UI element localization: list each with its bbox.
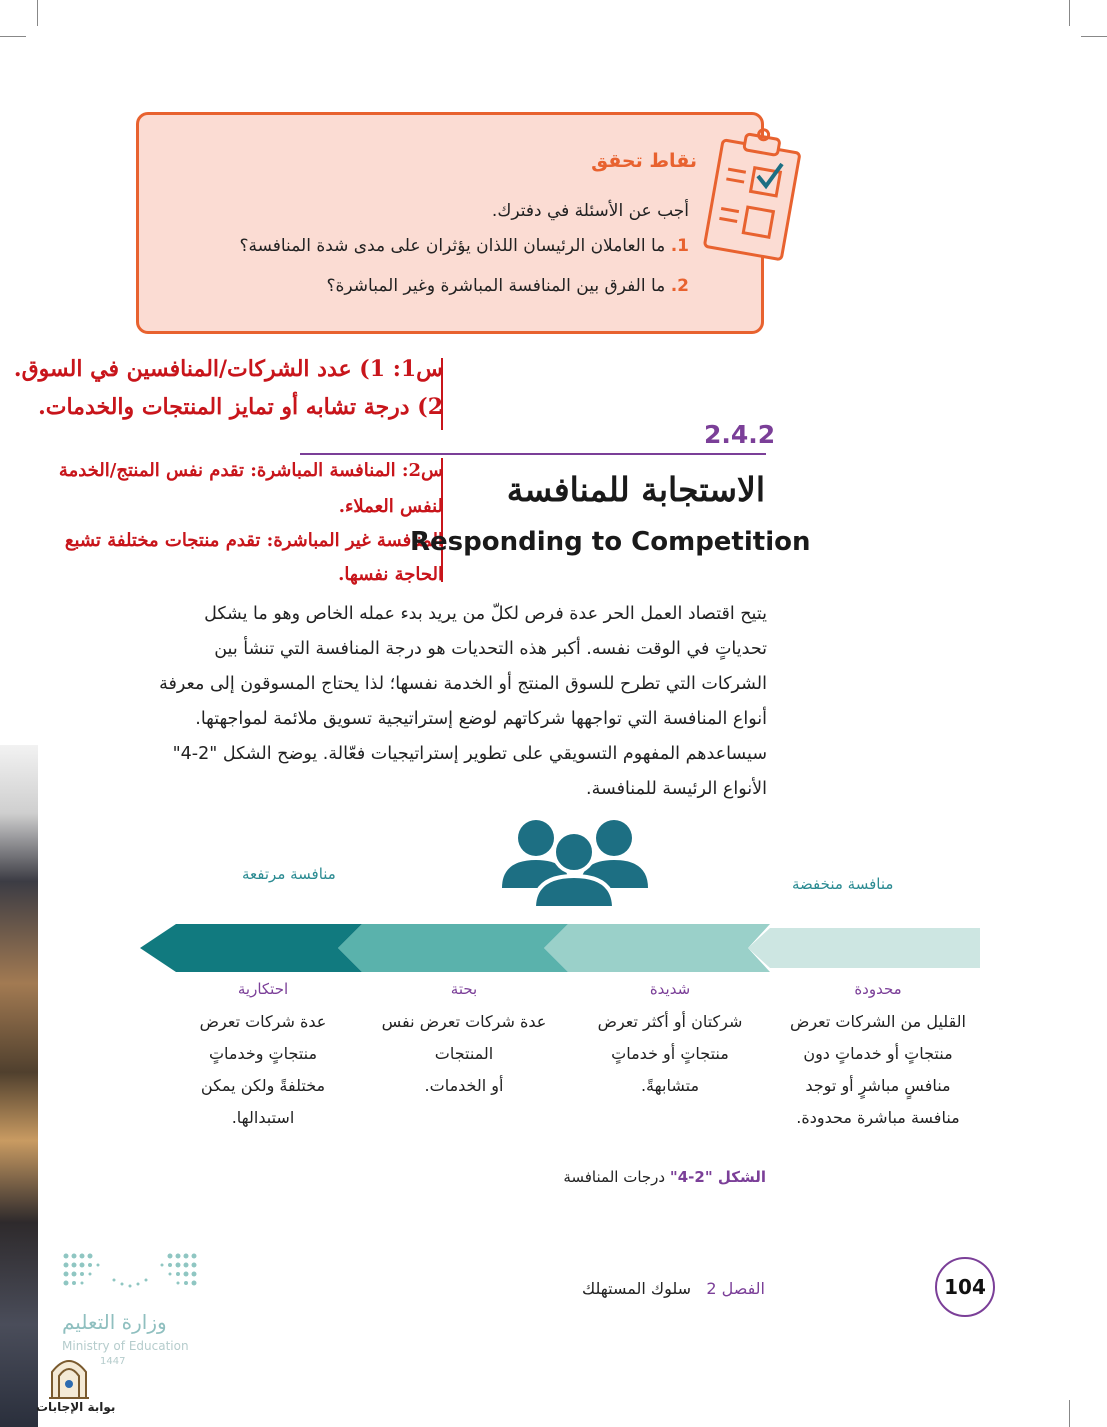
level-desc-line: شركتان أو أكثر تعرض [597,1012,743,1031]
level-description [570,1006,770,1102]
competition-arrow [138,920,984,976]
level-limited [778,980,978,1134]
body-line: الأنواع الرئيسة للمنافسة. [586,779,767,799]
crop-mark [1069,0,1070,26]
checkpoint-title: نقاط تحقق [591,150,697,172]
level-intense [570,980,770,1102]
level-description [778,1006,978,1134]
answer-1-line-2: 2) درجة تشابه أو تمايز المنتجات والخدمات. [38,394,443,420]
level-desc-line: القليل من الشركات تعرض [790,1012,966,1031]
ministry-year: 1447 [100,1356,126,1367]
ministry-name-english: Ministry of Education [62,1339,189,1353]
level-description [163,1006,363,1134]
people-group-icon [498,816,650,908]
checkpoint-box [136,112,764,334]
figure-caption-text: درجات المنافسة [563,1168,666,1186]
answers-gate-logo-icon [46,1350,92,1400]
level-desc-line: المنتجات [434,1044,494,1063]
answer-2-line-1: س2: المنافسة المباشرة: تقدم نفس المنتج/الخدمة [58,460,443,481]
level-desc-line: متشابهةً. [640,1076,700,1095]
section-number: 2.4.2 [704,420,776,449]
level-desc-line: مختلفةً ولكن يمكن [200,1076,326,1095]
question-number: 1. [670,236,689,256]
side-photo [0,745,38,1427]
answer-2-line-4: الحاجة نفسها. [338,564,443,585]
arrow-segment-limited [748,928,980,968]
question-text: ما الفرق بين المنافسة المباشرة وغير المباشرة؟ [326,276,666,296]
section-title-english: Responding to Competition [410,527,811,557]
ministry-name-arabic: وزارة التعليم [62,1310,167,1334]
level-name: احتكارية [237,980,289,998]
section-rule [300,453,766,455]
body-line: الشركات التي تطرح للسوق المنتج أو الخدمة نفسها؛ لذا يحتاج المسوقون إلى معرفة [159,674,767,694]
ministry-logo-dots [62,1250,198,1298]
checkpoint-question [239,236,689,256]
answer-2-line-2: لنفس العملاء. [338,496,443,517]
body-line: سيساعدهم المفهوم التسويقي على تطوير إستراتيجيات فعّالة. يوضح الشكل "2-4" [172,744,767,764]
level-description [364,1006,564,1102]
crop-mark [1081,36,1107,37]
chapter-label: الفصل 2 [706,1279,765,1298]
level-desc-line: استبدالها. [231,1108,295,1127]
checkpoint-intro: أجب عن الأسئلة في دفترك. [491,201,689,221]
level-name: محدودة [854,980,902,998]
body-line: تحدياتٍ في الوقت نفسه. أكبر هذه التحديات هو درجة المنافسة التي تنشأ بين [214,639,767,659]
question-number: 2. [670,276,689,296]
figure-caption-label: الشكل "2-4" [669,1168,766,1186]
footer-chapter [582,1279,765,1298]
crop-mark [0,36,26,37]
level-name: شديدة [649,980,691,998]
level-desc-line: عدة شركات تعرض نفس [381,1012,547,1031]
answer-1-line-1: س1: 1) عدد الشركات/المنافسين في السوق. [13,356,443,382]
body-line: أنواع المنافسة التي تواجهها شركاتهم لوضع إستراتيجية تسويق ملائمة لمواجهتها. [195,709,767,729]
answer-2-line-3: المنافسة غير المباشرة: تقدم منتجات مختلفة تشبع [64,530,443,551]
level-desc-line: منتجاتٍ وخدماتٍ [208,1044,318,1063]
crop-mark [1069,1400,1070,1427]
level-name: بحتة [450,980,478,998]
section-title-arabic: الاستجابة للمنافسة [506,470,765,509]
page-number: 104 [935,1257,995,1317]
answers-gate-text: بوابة الإجابات [36,1400,116,1414]
level-desc-line: عدة شركات تعرض [199,1012,327,1031]
arrow-segment-intense [544,924,770,972]
level-desc-line: منتجاتٍ أو خدماتٍ دون [803,1044,953,1063]
body-line: يتيح اقتصاد العمل الحر عدة فرص لكلّ من يريد بدء عمله الخاص وهو ما يشكل [204,604,767,624]
arrow-segment-monopolistic [140,924,362,972]
label-high-competition: منافسة مرتفعة [242,865,336,883]
clipboard-check-icon [698,124,810,266]
checkpoint-question [326,276,689,296]
chapter-title: سلوك المستهلك [581,1279,692,1298]
label-low-competition: منافسة منخفضة [792,875,894,893]
crop-mark [37,0,38,26]
question-text: ما العاملان الرئيسان اللذان يؤثران على مدى شدة المنافسة؟ [239,236,666,256]
figure-caption [563,1168,766,1186]
level-desc-line: أو الخدمات. [424,1076,504,1095]
arrow-segment-pure [338,924,568,972]
level-pure [364,980,564,1102]
body-paragraph [134,597,767,807]
level-desc-line: منافسٍ مباشرٍ أو توجد [805,1076,951,1095]
level-desc-line: منتجاتٍ أو خدماتٍ [611,1044,729,1063]
level-desc-line: منافسة مباشرة محدودة. [796,1108,960,1127]
level-monopolistic [163,980,363,1134]
